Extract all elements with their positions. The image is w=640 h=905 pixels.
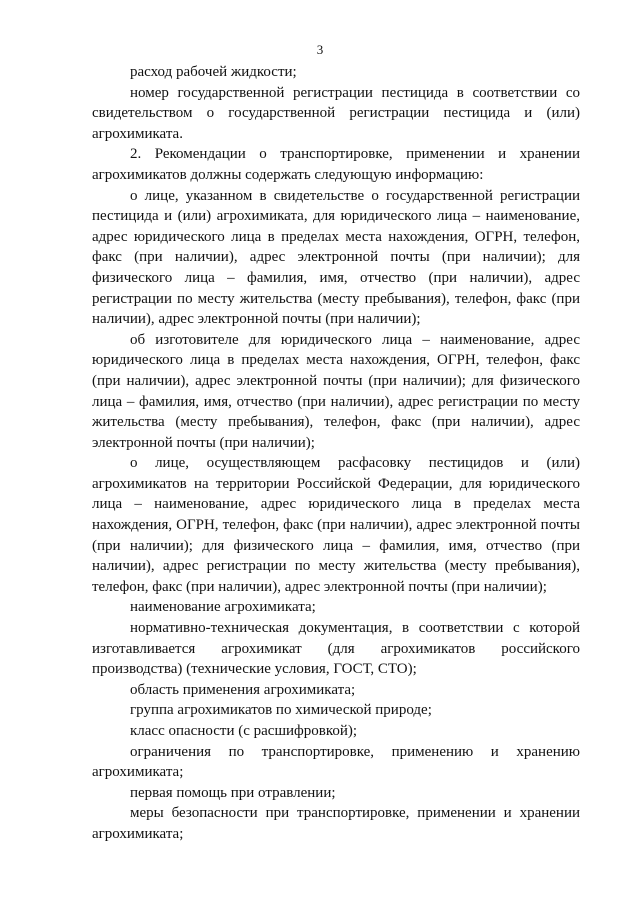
document-body: [92, 62, 580, 845]
paragraph-packager-info: о лице, осуществляющем расфасовку пестицидов и (или) агрохимикатов на территории Российской Федерации, для юридического лица – наименование, адрес юридического лица в пределах места нахождения, ОГРН, телефон, факс (при наличии), адрес электронной почты (при наличии); для физического лица – фамилия, имя, отчество (при наличии), адрес регистрации по месту жительства (месту пребывания), телефон, факс (при наличии), адрес электронной почты (при наличии);: [92, 455, 580, 595]
paragraph-first-aid: первая помощь при отравлении;: [130, 784, 336, 801]
paragraph-safety-measures: меры безопасности при транспортировке, применении и хранении агрохимиката;: [92, 805, 580, 842]
paragraph-registration-number: номер государственной регистрации пестицида в соответствии со свидетельством о государственной регистрации пестицида и (или) агрохимиката.: [92, 84, 580, 142]
paragraph-section-2-intro: 2. Рекомендации о транспортировке, применении и хранении агрохимикатов должны содержать следующую информацию:: [92, 146, 580, 183]
paragraph-technical-documentation: нормативно-техническая документация, в соответствии с которой изготавливается агрохимикат (для агрохимикатов российского производства) (технические условия, ГОСТ, СТО);: [92, 620, 580, 678]
paragraph-manufacturer-info: об изготовителе для юридического лица – наименование, адрес юридического лица в пределах места нахождения, ОГРН, телефон, факс (при наличии), адрес электронной почты (при наличии); для физического лица – фамилия, имя, отчество (при наличии), адрес регистрации по месту жительства (месту пребывания), телефон, факс (при наличии), адрес электронной почты (при наличии);: [92, 331, 580, 451]
page-number: 3: [316, 42, 324, 57]
paragraph-application-area: область применения агрохимиката;: [130, 681, 356, 698]
paragraph-registrant-info: о лице, указанном в свидетельстве о государственной регистрации пестицида и (или) агрохимиката, для юридического лица – наименование, адрес юридического лица в пределах места нахождения, ОГРН, телефон, факс (при наличии), адрес электронной почты (при наличии); для физического лица – фамилия, имя, отчество (при наличии), адрес регистрации по месту жительства (месту пребывания), телефон, факс (при наличии), адрес электронной почты (при наличии);: [92, 187, 580, 328]
paragraph-restrictions: ограничения по транспортировке, применению и хранению агрохимиката;: [92, 743, 580, 781]
paragraph-agrochemical-name: наименование агрохимиката;: [130, 599, 316, 616]
paragraph-working-fluid: расход рабочей жидкости;: [130, 64, 297, 80]
paragraph-hazard-class: класс опасности (с расшифровкой);: [130, 723, 358, 739]
paragraph-chemical-group: группа агрохимикатов по химической природе;: [130, 702, 432, 719]
